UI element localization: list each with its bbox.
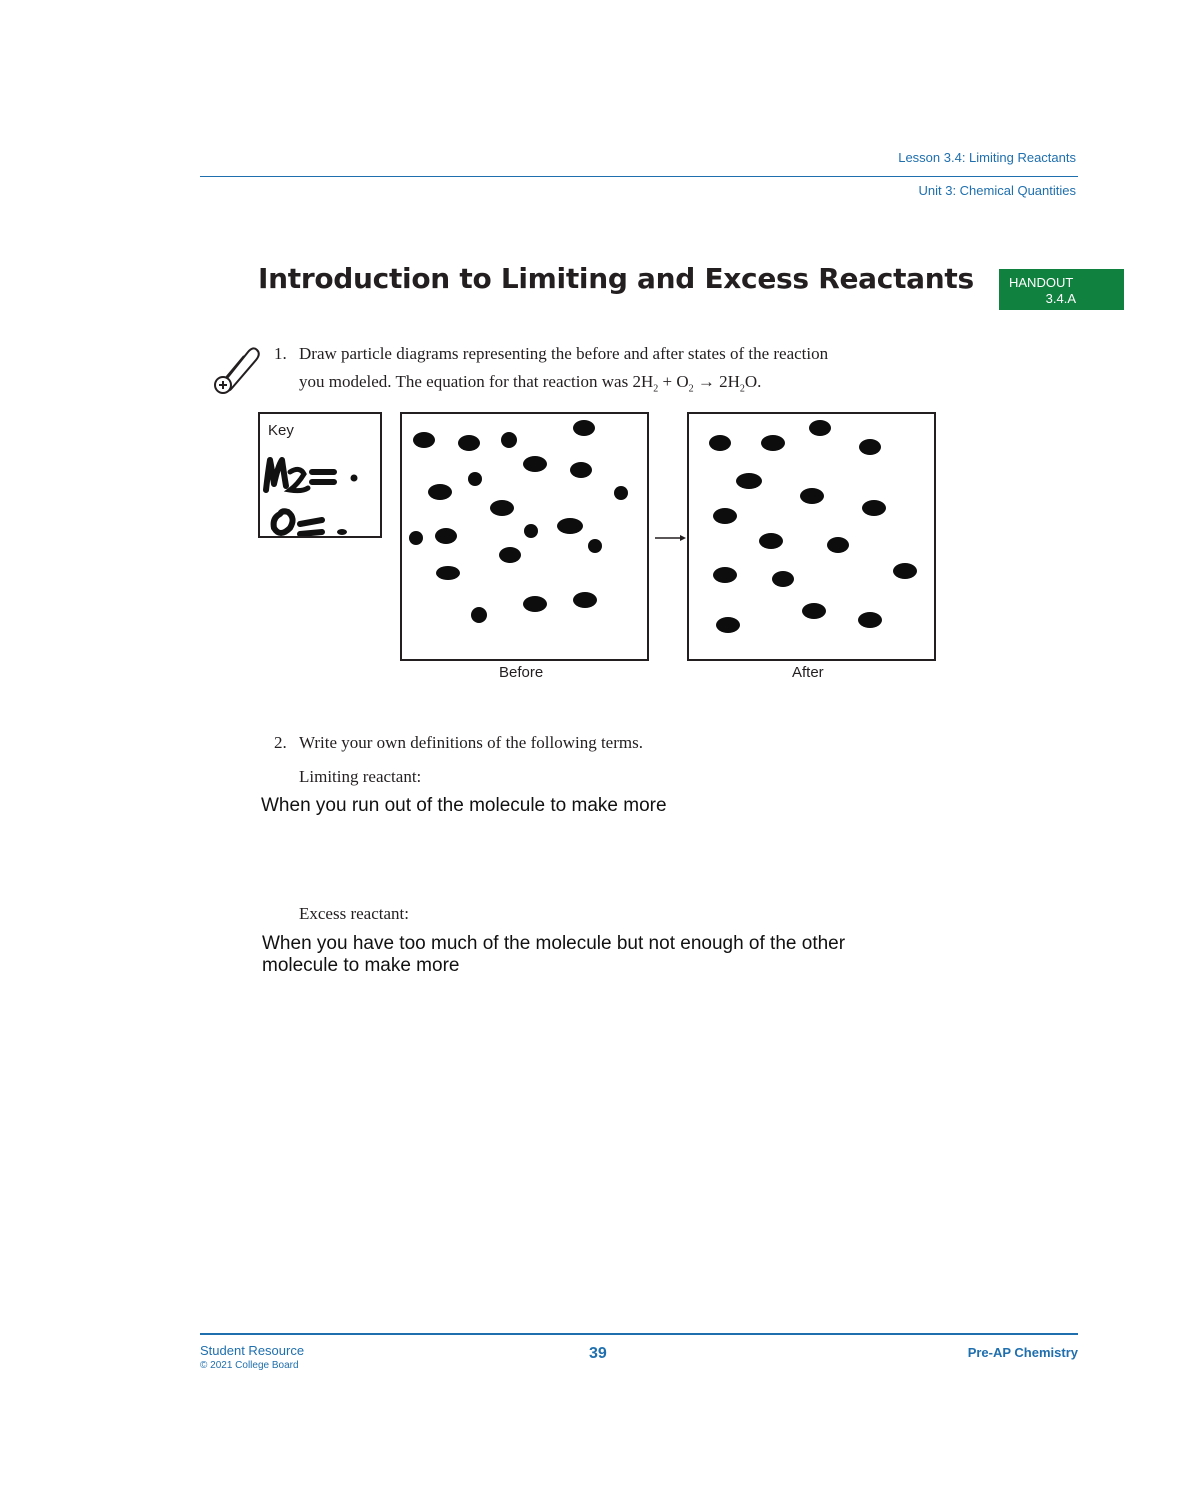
page-number: 39 bbox=[589, 1345, 607, 1362]
handout-label: HANDOUT bbox=[1009, 275, 1074, 290]
h2o-subscript: 2 bbox=[739, 383, 745, 395]
h2-subscript: 2 bbox=[653, 383, 659, 395]
particle bbox=[557, 518, 583, 534]
equation-arrow-h: → 2H bbox=[693, 372, 740, 391]
after-particles bbox=[709, 420, 917, 633]
particle bbox=[468, 472, 482, 486]
particle bbox=[436, 566, 460, 580]
particle bbox=[800, 488, 824, 504]
limiting-reactant-answer[interactable]: When you run out of the molecule to make more bbox=[261, 795, 667, 816]
particle bbox=[458, 435, 480, 451]
handout-number: 3.4.A bbox=[1045, 291, 1076, 306]
question-1-number: 1. bbox=[274, 344, 287, 363]
particle bbox=[809, 420, 831, 436]
particle bbox=[859, 439, 881, 455]
particle bbox=[862, 500, 886, 516]
particle bbox=[573, 592, 597, 608]
before-particles bbox=[409, 420, 628, 623]
footer-divider bbox=[200, 1333, 1078, 1335]
unit-header: Unit 3: Chemical Quantities bbox=[918, 183, 1076, 198]
page-title: Introduction to Limiting and Excess Reactants bbox=[258, 262, 974, 295]
particle bbox=[761, 435, 785, 451]
arrow-right-icon bbox=[655, 535, 686, 541]
particle bbox=[409, 531, 423, 545]
equation-tail: O. bbox=[744, 372, 762, 391]
excess-reactant-answer-line2[interactable]: molecule to make more bbox=[262, 955, 460, 976]
particle bbox=[827, 537, 849, 553]
particle bbox=[428, 484, 452, 500]
footer-course: Pre-AP Chemistry bbox=[967, 1345, 1078, 1360]
question-2-number: 2. bbox=[274, 733, 287, 752]
question-1-text: Draw particle diagrams representing the before and after states of the reaction bbox=[299, 344, 829, 363]
lesson-header: Lesson 3.4: Limiting Reactants bbox=[898, 150, 1076, 165]
key-label: Key bbox=[268, 422, 294, 439]
footer-student-resource: Student Resource bbox=[200, 1343, 305, 1358]
particle bbox=[490, 500, 514, 516]
particle bbox=[501, 432, 517, 448]
particle-diagrams bbox=[0, 0, 1200, 700]
question-2-prompt: Write your own definitions of the following terms. bbox=[299, 733, 643, 752]
particle bbox=[713, 567, 737, 583]
o2-subscript: 2 bbox=[688, 383, 694, 395]
particle bbox=[759, 533, 783, 549]
limiting-reactant-label: Limiting reactant: bbox=[299, 767, 422, 786]
particle bbox=[588, 539, 602, 553]
particle bbox=[713, 508, 737, 524]
particle bbox=[772, 571, 794, 587]
particle bbox=[716, 617, 740, 633]
particle bbox=[614, 486, 628, 500]
after-label: After bbox=[792, 664, 824, 681]
particle bbox=[893, 563, 917, 579]
particle bbox=[570, 462, 592, 478]
before-label: Before bbox=[499, 664, 544, 681]
equation-plus-o: + O bbox=[658, 372, 689, 391]
particle bbox=[471, 607, 487, 623]
particle bbox=[523, 596, 547, 612]
particle bbox=[435, 528, 457, 544]
particle bbox=[499, 547, 521, 563]
particle bbox=[524, 524, 538, 538]
particle bbox=[709, 435, 731, 451]
particle bbox=[858, 612, 882, 628]
excess-reactant-label: Excess reactant: bbox=[299, 904, 409, 923]
particle bbox=[736, 473, 762, 489]
particle bbox=[413, 432, 435, 448]
particle bbox=[802, 603, 826, 619]
particle bbox=[523, 456, 547, 472]
footer-copyright: © 2021 College Board bbox=[200, 1360, 299, 1371]
equation-prefix: you modeled. The equation for that reaction was 2H bbox=[299, 372, 654, 391]
particle bbox=[573, 420, 595, 436]
excess-reactant-answer-line1[interactable]: When you have too much of the molecule but not enough of the other bbox=[262, 933, 846, 954]
